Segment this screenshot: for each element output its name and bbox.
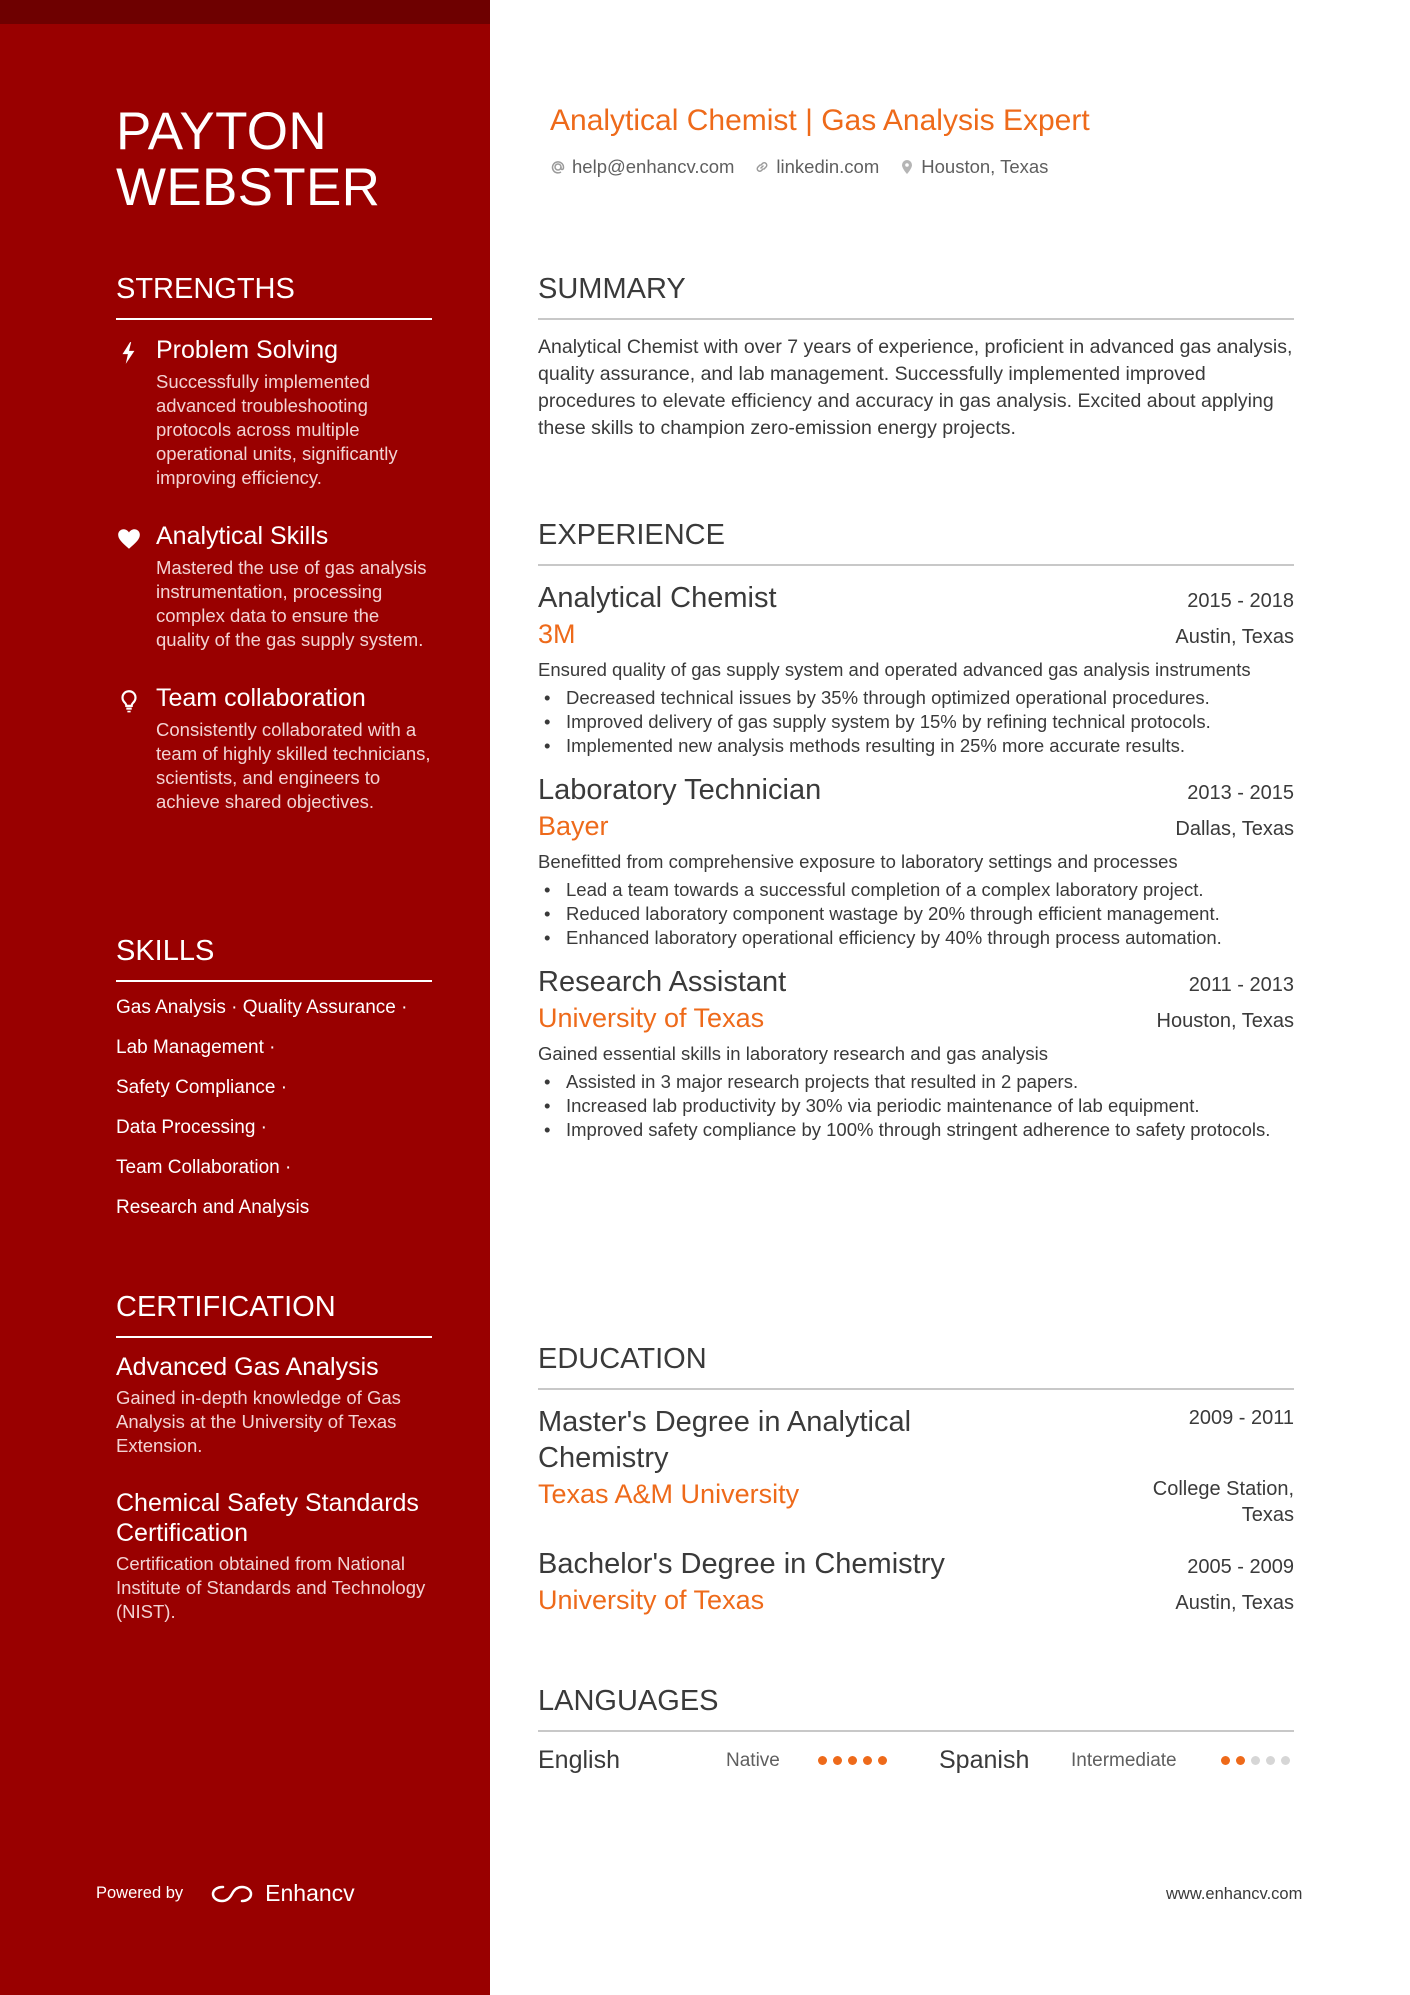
rating-dot-filled [1221, 1756, 1230, 1765]
strength-item [116, 682, 432, 814]
strength-title: Analytical Skills [156, 522, 329, 550]
summary-text: Analytical Chemist with over 7 years of experience, proficient in advanced gas analysis, quality assurance, and lab management. Successfully implemented improved procedures to elevate efficiency and accuracy in gas analysis. Excited about applying these skills to champion zero-emission energy projects. [538, 336, 1293, 439]
strength-item [116, 334, 432, 490]
education-location: Austin, Texas [1175, 1592, 1294, 1614]
job-title: Laboratory Technician [538, 774, 822, 806]
job-location: Houston, Texas [1156, 1010, 1294, 1032]
skill-item: Lab Management · [116, 1037, 276, 1058]
rating-dot-filled [818, 1756, 827, 1765]
job-location: Austin, Texas [1175, 626, 1294, 648]
languages-heading: LANGUAGES [538, 1684, 1294, 1732]
strength-desc: Consistently collaborated with a team of highly skilled technicians, scientists, and engineers to achieve shared objectives. [156, 719, 431, 812]
education-entry [538, 1404, 1294, 1528]
contact-location [899, 156, 1048, 178]
education-dates: 2009 - 2011 [1188, 1407, 1294, 1429]
company-name: 3M [538, 619, 576, 649]
certification-desc: Certification obtained from National Institute of Standards and Technology (NIST). [116, 1553, 426, 1622]
job-description: Ensured quality of gas supply system and operated advanced gas analysis instruments [538, 659, 1251, 680]
strength-title: Team collaboration [156, 684, 366, 712]
education-dates: 2005 - 2009 [1187, 1556, 1294, 1578]
contact-row [550, 156, 1048, 178]
job-bullet: • Increased lab productivity by 30% via periodic maintenance of lab equipment. [538, 1094, 1294, 1118]
at-icon [550, 159, 566, 175]
job-bullets [538, 1070, 1294, 1142]
contact-email-text: help@enhancv.com [572, 156, 735, 177]
experience-entry [538, 772, 1294, 950]
experience-entry [538, 580, 1294, 758]
strength-item [116, 520, 432, 652]
skills-section [116, 934, 432, 1236]
rating-dot-filled [863, 1756, 872, 1765]
summary-section [538, 272, 1294, 442]
language-level: Intermediate [1071, 1749, 1177, 1771]
job-bullets [538, 878, 1294, 950]
job-dates: 2013 - 2015 [1187, 782, 1294, 804]
lightning-icon [116, 340, 142, 366]
experience-section [538, 518, 1294, 1156]
certification-title: Advanced Gas Analysis [116, 1353, 379, 1381]
heart-icon [116, 526, 142, 552]
certification-item [116, 1488, 432, 1624]
contact-email[interactable] [550, 156, 734, 178]
language-name: English [538, 1746, 620, 1774]
job-bullet: • Reduced laboratory component wastage by 20% through efficient management. [538, 902, 1294, 926]
contact-linkedin-text: linkedin.com [776, 156, 880, 177]
strength-desc: Successfully implemented advanced troubleshooting protocols across multiple operational units, significantly improving efficiency. [156, 371, 398, 488]
skill-item: Gas Analysis · Quality Assurance · [116, 997, 408, 1018]
rating-dot-empty [1266, 1756, 1275, 1765]
contact-linkedin[interactable] [754, 156, 879, 178]
rating-dot-filled [833, 1756, 842, 1765]
job-bullet: • Lead a team towards a successful completion of a complex laboratory project. [538, 878, 1294, 902]
education-section [538, 1342, 1294, 1632]
strength-title: Problem Solving [156, 336, 339, 364]
job-bullet: • Assisted in 3 major research projects that resulted in 2 papers. [538, 1070, 1294, 1094]
lightbulb-icon [116, 688, 142, 714]
languages-section [538, 1684, 1294, 1775]
name-first: PAYTON [116, 102, 327, 161]
company-name: University of Texas [538, 1003, 765, 1033]
rating-dot-filled [878, 1756, 887, 1765]
powered-by [96, 1880, 355, 1907]
language-level: Native [726, 1749, 780, 1771]
job-title: Analytical Chemist [538, 582, 777, 614]
language-rating [1221, 1756, 1290, 1765]
skills-heading: SKILLS [116, 934, 432, 982]
rating-dot-empty [1281, 1756, 1290, 1765]
school-name: University of Texas [538, 1585, 765, 1615]
job-bullet: • Enhanced laboratory operational efficiency by 40% through process automation. [538, 926, 1294, 950]
rating-dot-filled [848, 1756, 857, 1765]
strengths-section [116, 272, 432, 844]
footer-website[interactable]: www.enhancv.com [1166, 1885, 1303, 1903]
contact-location-text: Houston, Texas [921, 156, 1049, 177]
rating-dot-empty [1251, 1756, 1260, 1765]
job-location: Dallas, Texas [1175, 818, 1294, 840]
school-name: Texas A&M University [538, 1479, 800, 1509]
headline: Analytical Chemist | Gas Analysis Expert [550, 104, 1090, 137]
powered-by-label: Powered by [96, 1884, 184, 1902]
skill-item: Safety Compliance · [116, 1077, 288, 1098]
certification-item [116, 1352, 432, 1458]
degree-title: Bachelor's Degree in Chemistry [538, 1548, 945, 1580]
enhancv-logo[interactable] [209, 1880, 355, 1907]
strength-desc: Mastered the use of gas analysis instrumentation, processing complex data to ensure the quality of the gas supply system. [156, 557, 427, 650]
languages-row [538, 1746, 1294, 1775]
certification-title: Chemical Safety Standards Certification [116, 1489, 419, 1547]
sidebar [0, 0, 490, 1995]
job-bullet: • Improved safety compliance by 100% through stringent adherence to safety protocols. [538, 1118, 1294, 1142]
location-pin-icon [899, 159, 915, 175]
job-bullets [538, 686, 1294, 758]
language-name: Spanish [939, 1746, 1030, 1774]
job-description: Benefitted from comprehensive exposure to laboratory settings and processes [538, 851, 1178, 872]
experience-heading: EXPERIENCE [538, 518, 1294, 566]
job-bullet: • Improved delivery of gas supply system by 15% by refining technical protocols. [538, 710, 1294, 734]
job-dates: 2011 - 2013 [1188, 974, 1294, 996]
name-last: WEBSTER [116, 158, 381, 217]
company-name: Bayer [538, 811, 609, 841]
experience-entry [538, 964, 1294, 1142]
degree-title: Master's Degree in Analytical Chemistry [538, 1406, 912, 1474]
job-title: Research Assistant [538, 966, 787, 998]
sidebar-top-bar [0, 0, 490, 24]
job-dates: 2015 - 2018 [1187, 590, 1294, 612]
education-entry [538, 1546, 1294, 1618]
job-description: Gained essential skills in laboratory research and gas analysis [538, 1043, 1049, 1064]
link-icon [754, 159, 770, 175]
job-bullet: • Decreased technical issues by 35% through optimized operational procedures. [538, 686, 1294, 710]
rating-dot-filled [1236, 1756, 1245, 1765]
certification-heading: CERTIFICATION [116, 1290, 432, 1338]
enhancv-logo-text: Enhancv [265, 1880, 355, 1906]
job-bullet: • Implemented new analysis methods resulting in 25% more accurate results. [538, 734, 1294, 758]
certification-section [116, 1290, 432, 1654]
education-heading: EDUCATION [538, 1342, 1294, 1390]
education-location: College Station, Texas [1152, 1478, 1294, 1526]
strengths-heading: STRENGTHS [116, 272, 432, 320]
skill-item: Research and Analysis [116, 1197, 310, 1218]
summary-heading: SUMMARY [538, 272, 1294, 320]
candidate-name [116, 104, 446, 216]
skill-item: Data Processing · [116, 1117, 268, 1138]
skill-item: Team Collaboration · [116, 1157, 292, 1178]
enhancv-logo-icon [209, 1882, 255, 1906]
certification-desc: Gained in-depth knowledge of Gas Analysis at the University of Texas Extension. [116, 1387, 401, 1456]
language-rating [818, 1756, 887, 1765]
